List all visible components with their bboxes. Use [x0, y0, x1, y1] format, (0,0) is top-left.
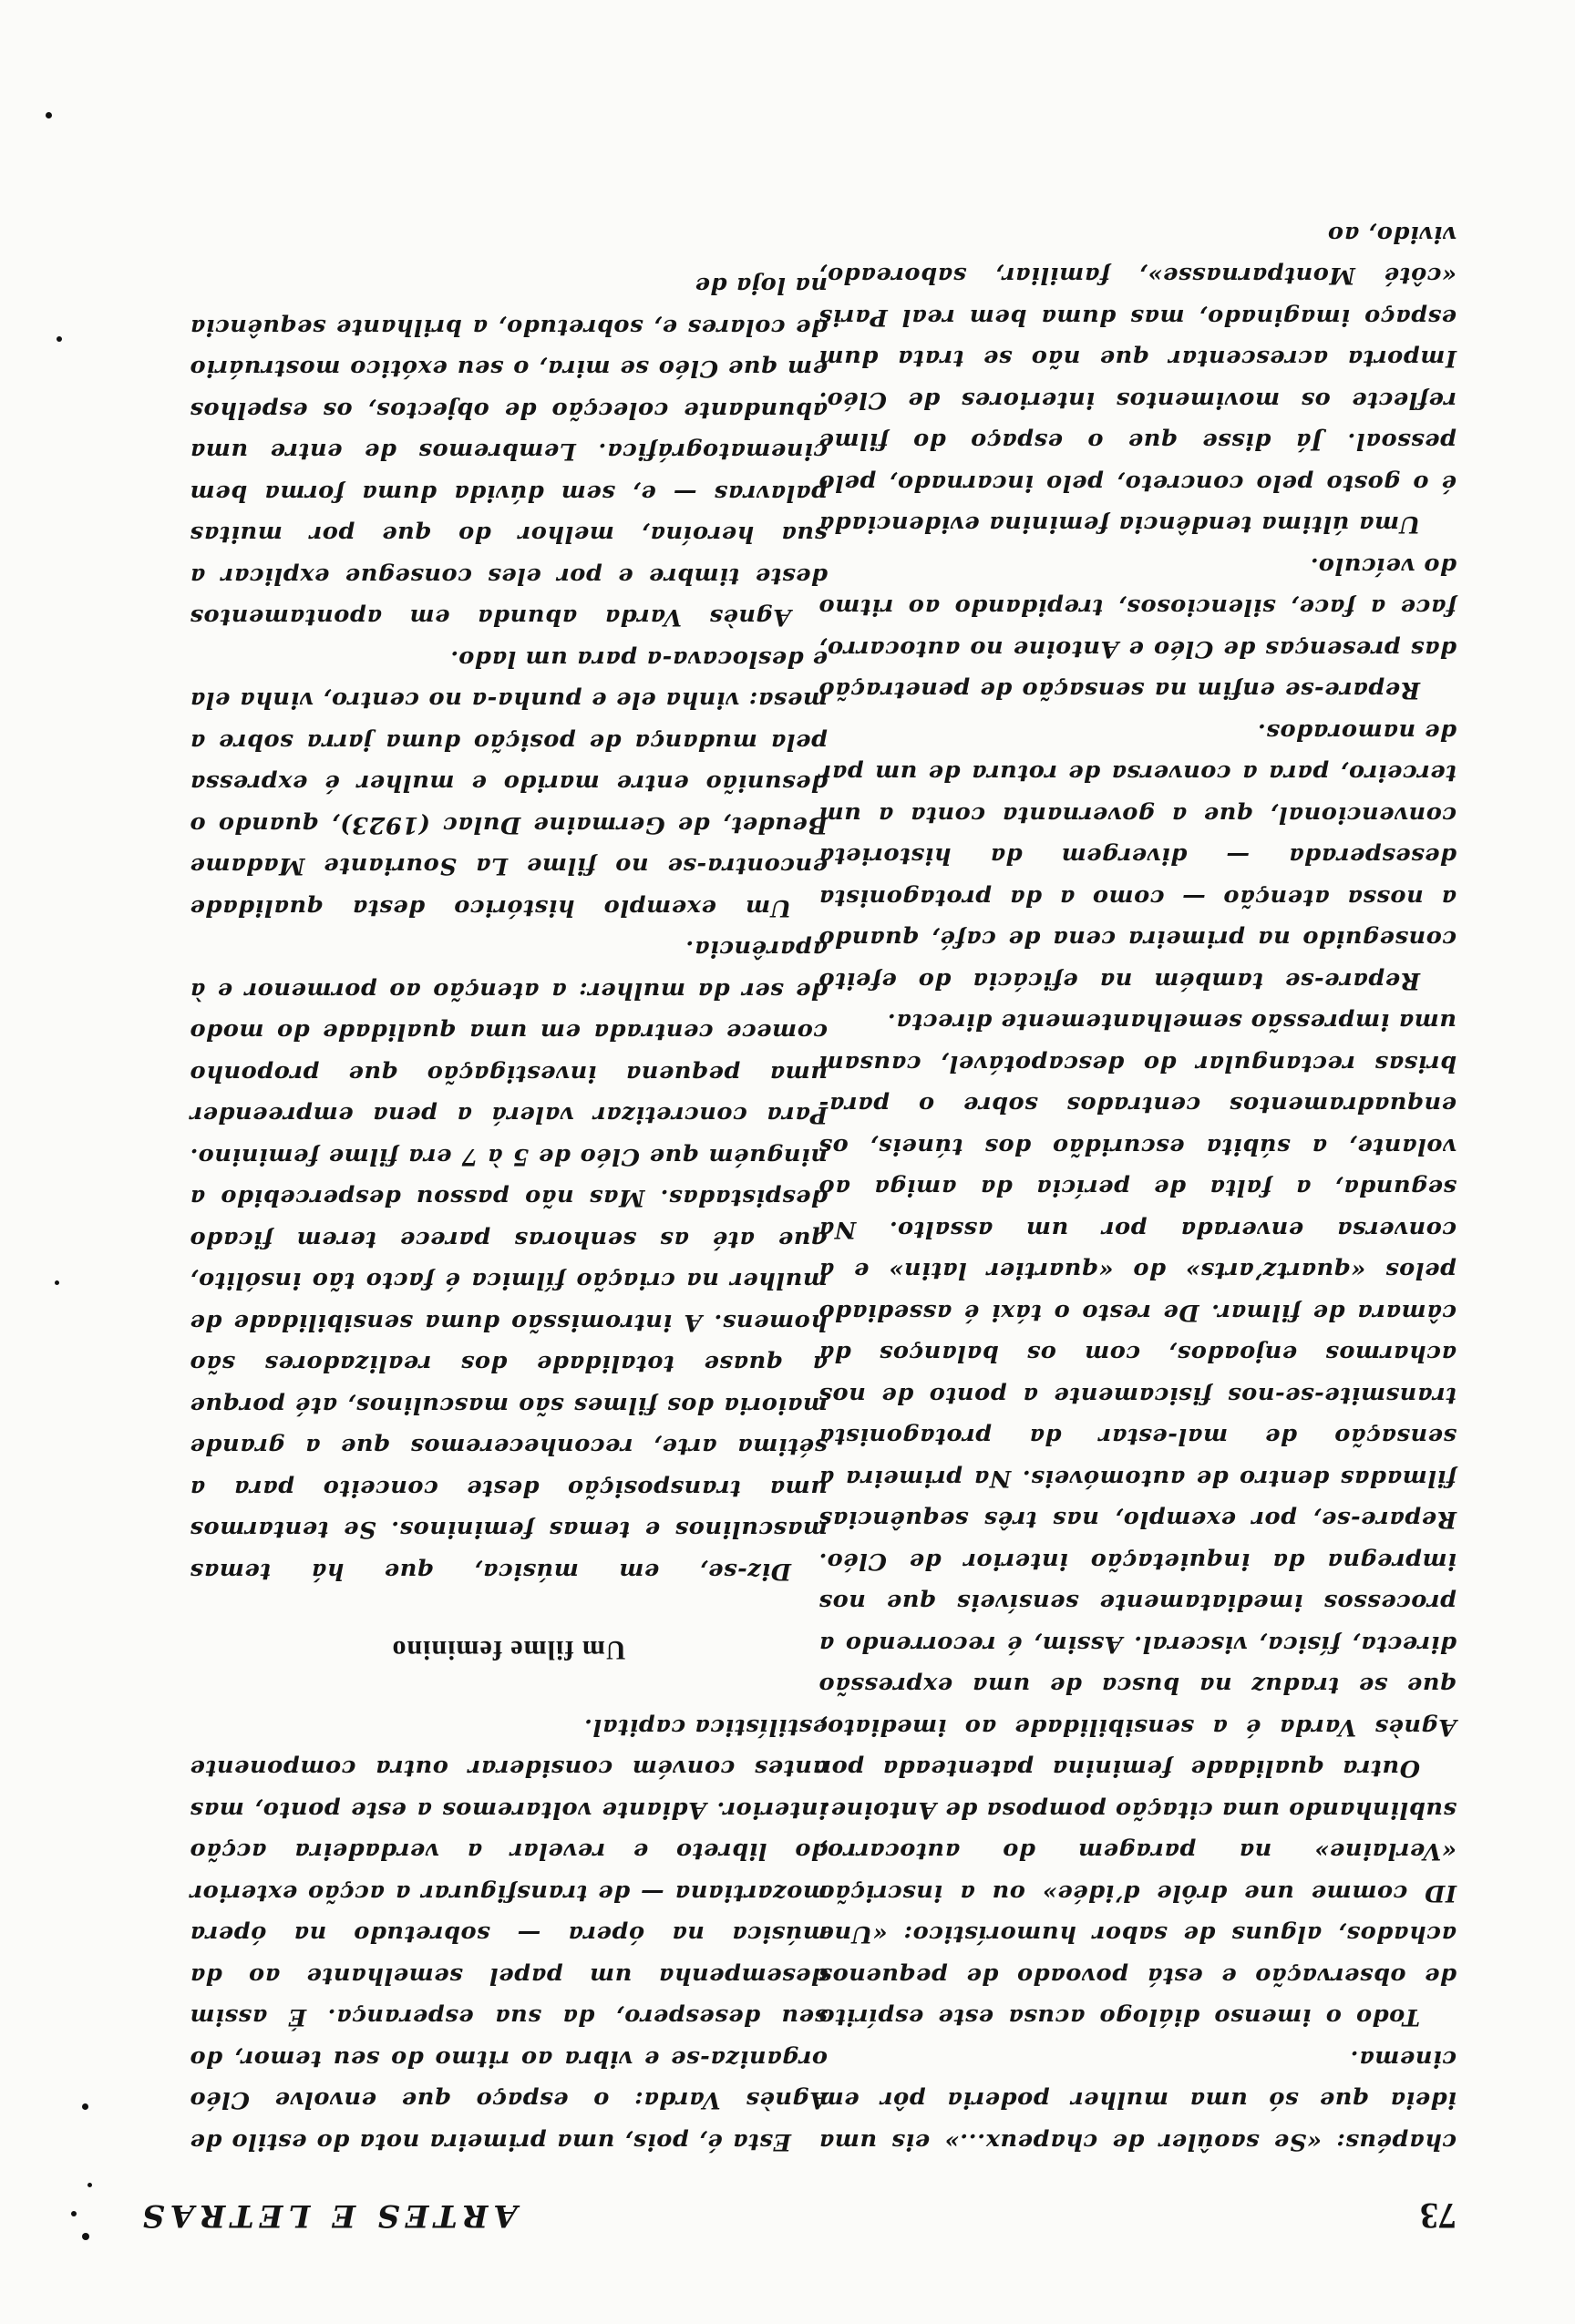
paragraph: Uma última tendência feminina evidenciada é o gosto pelo concreto, pelo incarnado, pelo pessoal. Já disse que o espaço do filme reflecte os movimentos interiores de Cléo. Importa acrescentar que não se trata dum espaço imaginado, mas duma bem real Paris «côté Montparnasse», familiar, saboreado, vivido, ao [818, 221, 1457, 539]
scan-specks [0, 0, 109, 2324]
running-head: ARTES E LETRAS [137, 2197, 518, 2234]
paragraph: Esta é, pois, uma primeira nota do estilo de Agnès Varda: o espaço que envolve Cléo organiza-se e vibra ao ritmo do seu temor, do seu desespero, da sua esperança. É assim desempenha um papel semelhante ao da música na ópera — sobretudo na ópera mozartiana — de transfigurar a acção exterior do libreto e revelar a verdadeira acção interior. Adiante voltaremos a este ponto, mas antes convém considerar outra componente estilística capital. [190, 1713, 828, 2155]
ink-speck [82, 2233, 89, 2240]
ink-speck [46, 112, 52, 118]
section-title: Um filme feminino [391, 1635, 626, 1666]
right-column [190, 264, 828, 2162]
left-column [818, 213, 1457, 2163]
ink-speck [82, 2103, 88, 2110]
ink-speck [55, 1280, 59, 1285]
page-number: 73 [1420, 2195, 1457, 2237]
page-header [137, 2183, 1457, 2237]
paragraph: Agnès Varda abunda em apontamentos deste timbre e por eles consegue explicar a sua heroína, melhor do que por muitas palavras — e, sem dúvida duma forma bem cinematográfica. Lembremos de entre uma abundante colecção de objectos, os espelhos em que Cléo se mira, o seu exótico mostruário de colares e, sobretudo, a brilhante sequência na loja de [190, 272, 828, 632]
ink-speck [88, 2183, 92, 2187]
paragraph: Repare-se também na eficácia do efeito conseguido na primeira cena de café, quando a nossa atenção — como a da protagonista desesperada — divergem da historieta convencional, que a governanta conta a um terceiro, para a conversa de rotura de um par de namorados. [818, 718, 1457, 994]
paragraph: Outra qualidade feminina patenteada por Agnès Varda é a sensibilidade ao imediato, que se traduz na busca de uma expressão directa, física, visceral. Assim, é recorrendo a processos imediatamente sensíveis que nos impregna da inquietação interior de Cléo. Repare-se, por exemplo, nas três sequências filmadas dentro de automóveis. Na primeira a sensação de mal-estar da protagonista transmite-se-nos fisicamente a ponto de nos acharmos enjoados, com os balanços da câmara de filmar. De resto o táxi é assediado pelos «quartz’arts» do «quartier latin» e a conversa enverada por um assalto. Na segunda, a falta de perícia da amiga ao volante, a súbita escuridão dos túneis, os enquadramentos centrados sobre o para-brisas rectangular do descapotável, causam uma impressão semelhantemente directa. [818, 1008, 1457, 1783]
paragraph: chapéus: «Se saoûler de chapeux...» eis uma ideia que só uma mulher poderia pôr em cinema. [818, 2045, 1457, 2155]
ink-speck [71, 2211, 77, 2216]
paragraph: Repare-se enfim na sensação de penetração das presenças de Cléo e Antoine no autocarro, face a face, silenciosos, trepidando ao ritmo do veículo. [818, 552, 1457, 704]
paragraph: Diz-se, em música, que há temas masculinos e temas femininos. Se tentarmos uma transposição deste conceito para a sétima arte, reconheceremos que a grande maioria dos filmes são masculinos, até porque a quase totalidade dos realizadores são homens. A intromissão duma sensibilidade de mulher na criação fílmica é facto tão insólito, que até as senhoras parece terem ficado despistadas. Mas não passou despercebido a ninguém que Cléo de 5 à 7 era filme feminino. Para concretizar valerá a pena empreender uma pequena investigação que proponho comece centrada em uma qualidade do modo de ser da mulher: a atenção ao pormenor e à aparência. [190, 935, 828, 1585]
paragraph: Um exemplo histórico desta qualidade encontra-se no filme La Souriante Madame Beudet, de Germaine Dulac (1923), quando o desunião entre marido e mulher é expressa pela mudança de posição duma jarra sobre a mesa: vinha ele e punha-a no centro, vinha ela e deslocava-a para um lado. [190, 645, 828, 921]
paragraph: Todo o imenso diálogo acusa este espírito de observação e está povoado de pequenos achados, alguns de sabor humorístico: «Une ID comme une drôle d’idée» ou a inscrição «Verlaine» na paragem do autocarro, sublinhando uma citação pomposa de Antoine. [818, 1796, 1457, 2031]
ink-speck [57, 336, 62, 342]
